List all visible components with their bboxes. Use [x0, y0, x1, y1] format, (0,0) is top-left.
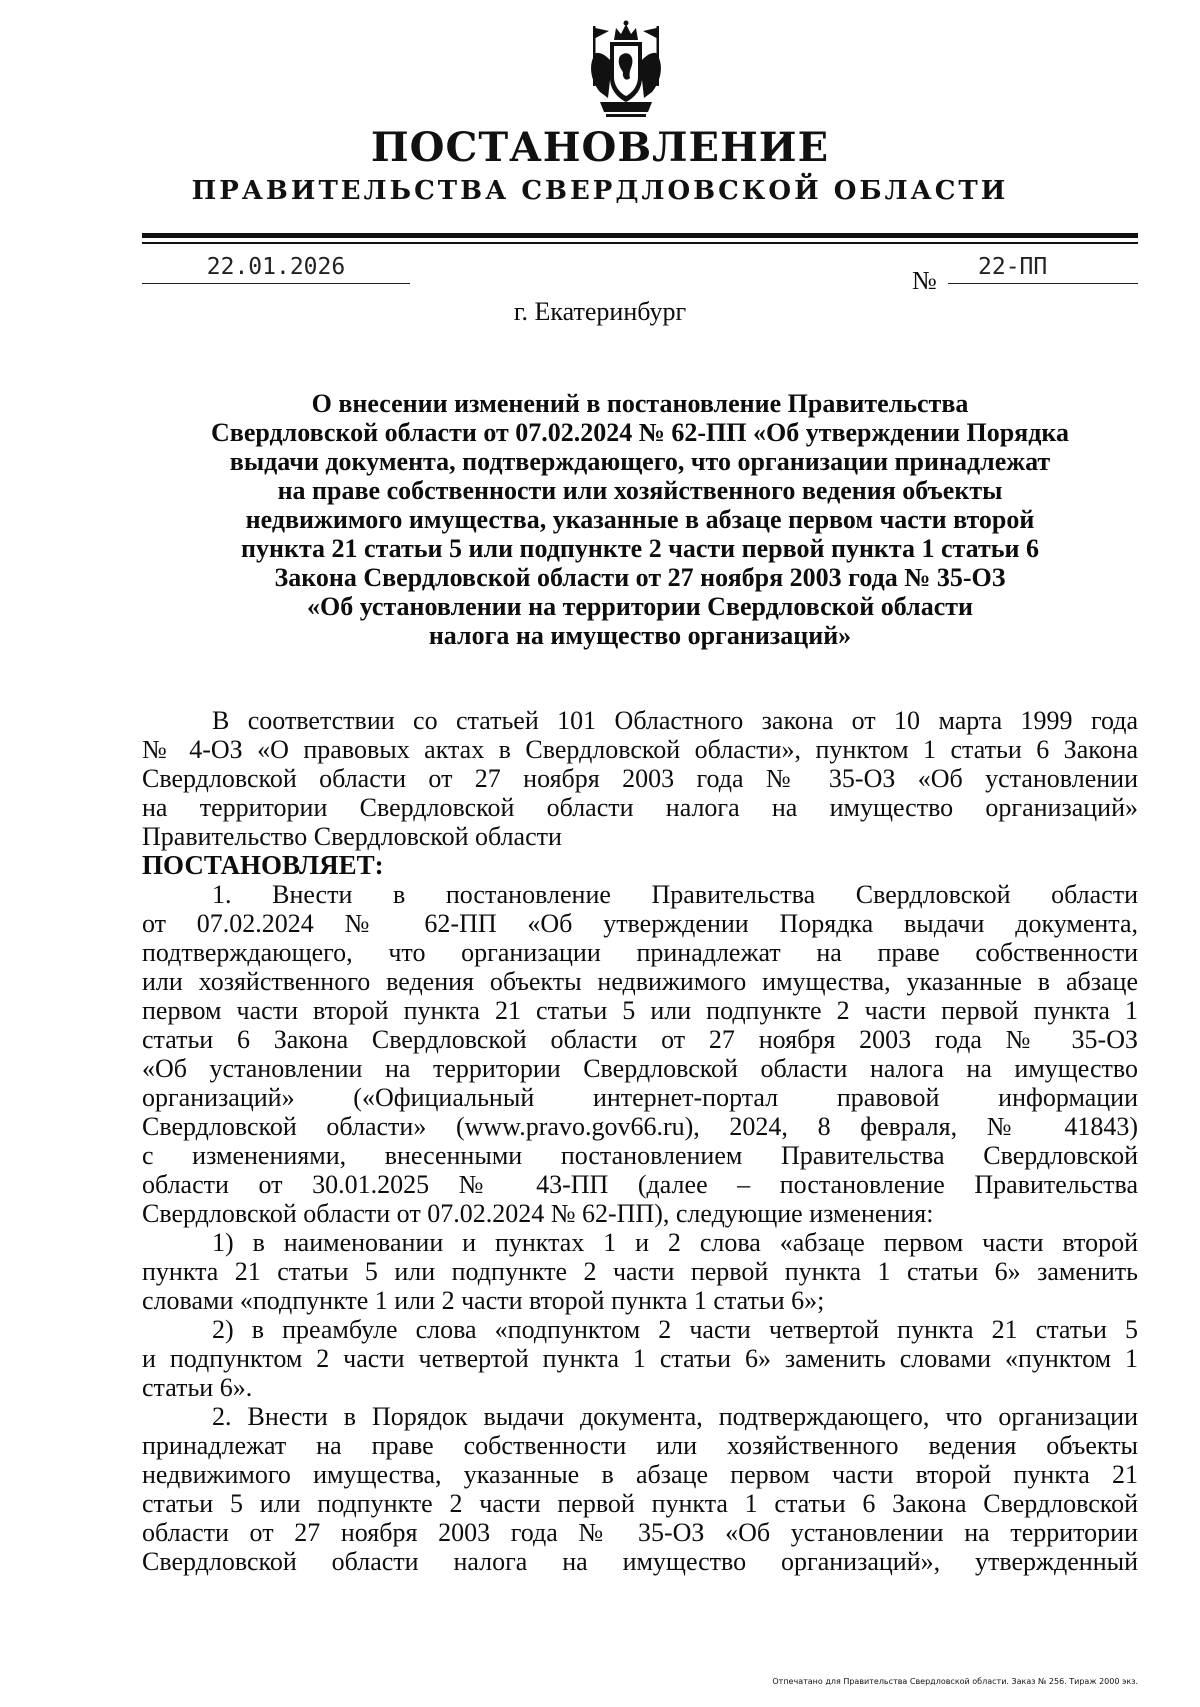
body-line: от 07.02.2024 № 62-ПП «Об утверждении Порядка выдачи документа, [142, 909, 1138, 938]
body-line: или хозяйственного ведения объекты недвижимого имущества, указанные в абзаце [142, 967, 1138, 996]
body-line: Правительство Свердловской области [142, 822, 562, 851]
body-line: подтверждающего, что организации принадлежат на праве собственности [142, 938, 1138, 967]
heading-line: Свердловской области от 07.02.2024 № 62-ПП «Об утверждении Порядка [211, 418, 1069, 447]
body-line: с изменениями, внесенными постановлением Правительства Свердловской [142, 1141, 1138, 1170]
number-sign: № [912, 266, 937, 295]
body-line: и подпунктом 2 части четвертой пункта 1 статьи 6» заменить словами «пунктом 1 [142, 1344, 1138, 1373]
heading-line: на праве собственности или хозяйственного ведения объекты [277, 476, 1003, 505]
header-rule-thin [142, 242, 1138, 244]
body-line: № 4-ОЗ «О правовых актах в Свердловской области», пунктом 1 статьи 6 Закона [142, 735, 1138, 764]
body-line: 1) в наименовании и пунктах 1 и 2 слова «абзаце первом части второй [212, 1228, 1138, 1257]
body-line: словами «подпункте 1 или 2 части второй пункта 1 статьи 6»; [142, 1286, 825, 1315]
heading-line: «Об установлении на территории Свердловской области [306, 592, 973, 621]
document-body [142, 706, 1138, 1576]
print-imprint: Отпечатано для Правительства Свердловской области. Заказ № 256. Тираж 2000 экз. [772, 1677, 1138, 1686]
body-line: принадлежат на праве собственности или хозяйственного ведения объекты [142, 1431, 1138, 1460]
heading-line: пункта 21 статьи 5 или подпункте 2 части первой пункта 1 статьи 6 [241, 534, 1039, 563]
body-line: области от 30.01.2025 № 43-ПП (далее – постановление Правительства [142, 1170, 1138, 1199]
resolution-word: ПОСТАНОВЛЯЕТ: [142, 850, 384, 880]
body-line: пункта 21 статьи 5 или подпункте 2 части первой пункта 1 статьи 6» заменить [142, 1257, 1138, 1286]
body-line: В соответствии со статьей 101 Областного закона от 10 марта 1999 года [212, 706, 1138, 735]
body-line: статьи 6». [142, 1373, 253, 1402]
body-line: организаций» («Официальный интернет-портал правовой информации [142, 1083, 1138, 1112]
header-rule-thick [142, 233, 1138, 238]
heading-line: налога на имущество организаций» [428, 621, 852, 650]
body-line: недвижимого имущества, указанные в абзаце первом части второй пункта 21 [142, 1460, 1138, 1489]
document-issuer: ПРАВИТЕЛЬСТВА СВЕРДЛОВСКОЙ ОБЛАСТИ [191, 176, 1009, 206]
heading-line: Закона Свердловской области от 27 ноября 2003 года № 35-ОЗ [274, 563, 1006, 592]
heading-line: выдачи документа, подтверждающего, что организации принадлежат [229, 447, 1051, 476]
body-line: 1. Внести в постановление Правительства Свердловской области [212, 880, 1138, 909]
body-line: статьи 5 или подпункте 2 части первой пункта 1 статьи 6 Закона Свердловской [142, 1489, 1138, 1518]
heading-line: О внесении изменений в постановление Правительства [311, 389, 969, 418]
body-line: статьи 6 Закона Свердловской области от 27 ноября 2003 года № 35-ОЗ [142, 1025, 1138, 1054]
body-line: «Об установлении на территории Свердловской области налога на имущество [142, 1054, 1138, 1083]
body-line: Свердловской области от 07.02.2024 № 62-ПП), следующие изменения: [142, 1199, 934, 1228]
body-line: первом части второй пункта 21 статьи 5 или подпункте 2 части первой пункта 1 [142, 996, 1138, 1025]
body-line: на территории Свердловской области налога на имущество организаций» [142, 793, 1138, 822]
document-date: 22.01.2026 [142, 254, 410, 284]
document-city: г. Екатеринбург [513, 297, 687, 326]
coat-of-arms-icon [576, 18, 676, 118]
body-line: 2. Внести в Порядок выдачи документа, подтверждающего, что организации [212, 1402, 1138, 1431]
document-title: ПОСТАНОВЛЕНИЕ [370, 124, 830, 171]
body-line: Свердловской области» (www.pravo.gov66.ru), 2024, 8 февраля, № 41843) [142, 1112, 1138, 1141]
body-line: области от 27 ноября 2003 года № 35-ОЗ «Об установлении на территории [142, 1518, 1138, 1547]
document-number: 22-ПП [948, 254, 1138, 284]
body-line: 2) в преамбуле слова «подпунктом 2 части четвертой пункта 21 статьи 5 [212, 1315, 1138, 1344]
document-heading [150, 389, 1130, 650]
body-line: Свердловской области от 27 ноября 2003 года № 35-ОЗ «Об установлении [142, 764, 1138, 793]
heading-line: недвижимого имущества, указанные в абзаце первом части второй [245, 505, 1035, 534]
body-line: Свердловской области налога на имущество организаций», утвержденный [142, 1547, 1138, 1576]
